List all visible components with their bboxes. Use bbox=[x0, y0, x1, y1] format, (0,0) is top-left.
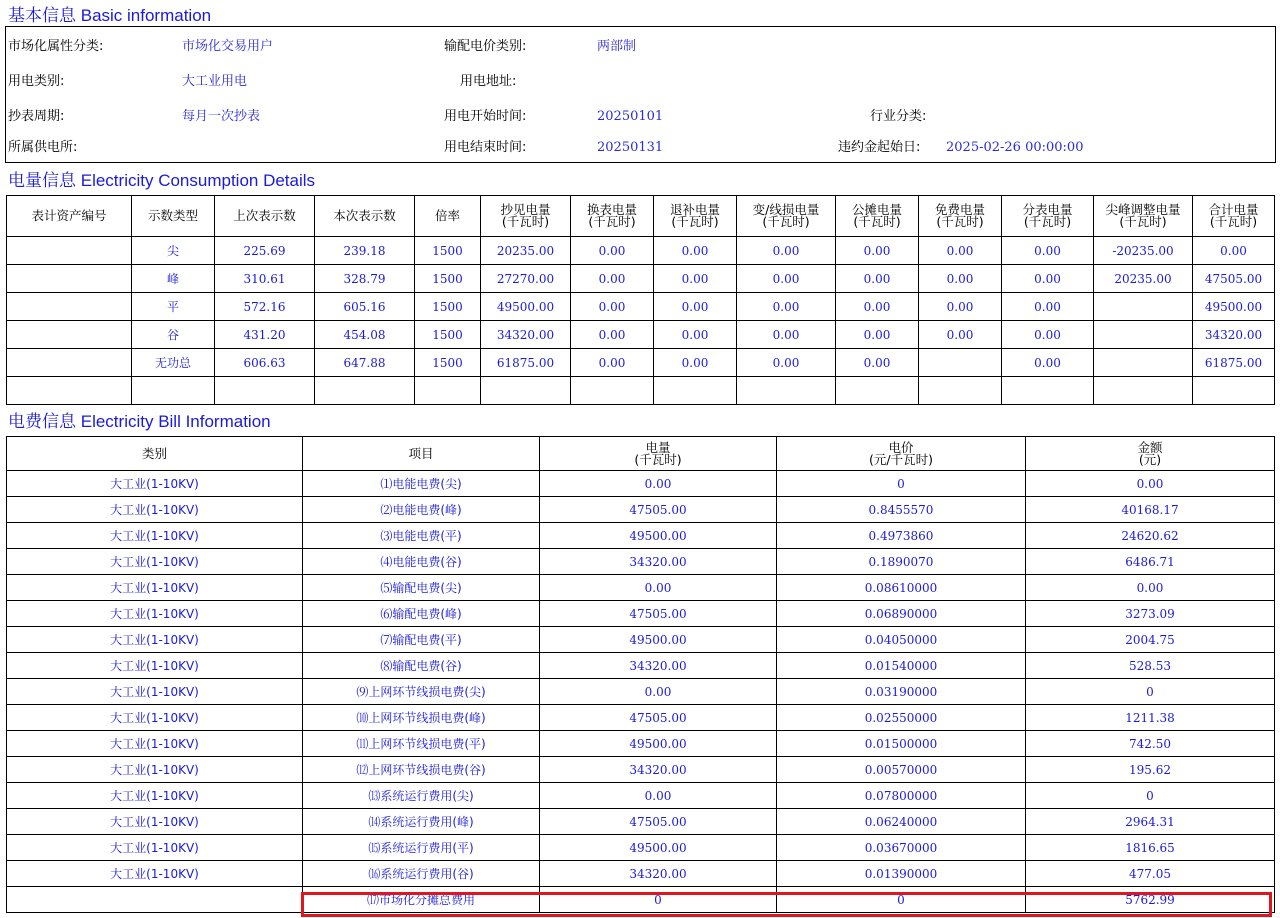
consumption-cell: 61875.00 bbox=[1193, 349, 1275, 377]
bill-header-text: 金额 bbox=[1137, 439, 1163, 455]
bill-cell: 0.03670000 bbox=[777, 835, 1026, 861]
consumption-cell bbox=[7, 237, 132, 265]
bill-cell: 0.4973860 bbox=[777, 523, 1026, 549]
start-time-value: 20250101 bbox=[597, 109, 664, 124]
bill-cell: ⑻输配电费(谷) bbox=[303, 653, 540, 679]
consumption-header-text: (千瓦时) bbox=[1119, 214, 1167, 229]
consumption-cell: 1500 bbox=[415, 237, 481, 265]
consumption-cell: 0.00 bbox=[1193, 237, 1275, 265]
bill-header-2 bbox=[540, 437, 777, 471]
bill-header-text: (元/千瓦时) bbox=[869, 451, 933, 467]
bill-cell: 6486.71 bbox=[1026, 549, 1275, 575]
consumption-cell: 605.16 bbox=[315, 293, 415, 321]
consumption-cell: 572.16 bbox=[215, 293, 315, 321]
bill-cell: ⒀系统运行费用(尖) bbox=[303, 783, 540, 809]
bill-cell: 大工业(1-10KV) bbox=[7, 679, 303, 705]
table-row bbox=[7, 861, 1275, 887]
bill-cell: 477.05 bbox=[1026, 861, 1275, 887]
consumption-cell: 0.00 bbox=[737, 293, 836, 321]
table-row bbox=[7, 601, 1275, 627]
bill-cell: 49500.00 bbox=[540, 523, 777, 549]
consumption-cell: 225.69 bbox=[215, 237, 315, 265]
bill-cell: 大工业(1-10KV) bbox=[7, 705, 303, 731]
consumption-header-text: (千瓦时) bbox=[588, 214, 636, 229]
consumption-cell: 49500.00 bbox=[481, 293, 571, 321]
bill-cell: 大工业(1-10KV) bbox=[7, 731, 303, 757]
basic-info-title bbox=[8, 6, 211, 26]
bill-cell: 0.07800000 bbox=[777, 783, 1026, 809]
end-time-label: 用电结束时间: bbox=[444, 140, 527, 155]
bill-cell: 0.00 bbox=[1026, 471, 1275, 497]
consumption-cell: 无功总 bbox=[132, 349, 215, 377]
consumption-cell: 0.00 bbox=[737, 321, 836, 349]
table-row bbox=[7, 705, 1275, 731]
bill-cell: 5762.99 bbox=[1026, 887, 1275, 913]
bill-cell: 0.00570000 bbox=[777, 757, 1026, 783]
consumption-header-10 bbox=[919, 196, 1002, 237]
bill-cell: 34320.00 bbox=[540, 757, 777, 783]
bill-cell: 528.53 bbox=[1026, 653, 1275, 679]
bill-cell: ⑼上网环节线损电费(尖) bbox=[303, 679, 540, 705]
bill-cell: 2964.31 bbox=[1026, 809, 1275, 835]
consumption-cell: 平 bbox=[132, 293, 215, 321]
consumption-cell bbox=[7, 321, 132, 349]
consumption-cell: 0.00 bbox=[571, 349, 654, 377]
consumption-title-en: Electricity Consumption Details bbox=[80, 171, 316, 190]
bill-cell: 742.50 bbox=[1026, 731, 1275, 757]
bill-cell: 49500.00 bbox=[540, 835, 777, 861]
bill-cell: 大工业(1-10KV) bbox=[7, 861, 303, 887]
table-row bbox=[7, 293, 1275, 321]
station-label: 所属供电所: bbox=[8, 140, 78, 155]
industry-label: 行业分类: bbox=[870, 109, 927, 124]
consumption-cell bbox=[1094, 377, 1193, 405]
consumption-cell: 1500 bbox=[415, 321, 481, 349]
bill-cell: 0.01500000 bbox=[777, 731, 1026, 757]
consumption-header-6 bbox=[571, 196, 654, 237]
bill-header-text: 电量 bbox=[645, 439, 671, 455]
bill-cell: 0 bbox=[777, 471, 1026, 497]
bill-cell: 2004.75 bbox=[1026, 627, 1275, 653]
consumption-header-row bbox=[7, 196, 1275, 237]
table-row bbox=[7, 497, 1275, 523]
bill-cell: 34320.00 bbox=[540, 861, 777, 887]
bill-cell: ⑷电能电费(谷) bbox=[303, 549, 540, 575]
bill-header-text: 类别 bbox=[141, 445, 167, 461]
table-row bbox=[7, 679, 1275, 705]
table-row bbox=[7, 627, 1275, 653]
consumption-header-text: 退补电量 bbox=[669, 202, 720, 217]
bill-cell: 0.00 bbox=[540, 471, 777, 497]
consumption-cell bbox=[215, 377, 315, 405]
table-row bbox=[7, 887, 1275, 913]
consumption-cell: -20235.00 bbox=[1094, 237, 1193, 265]
bill-cell: ⑹输配电费(峰) bbox=[303, 601, 540, 627]
consumption-cell: 239.18 bbox=[315, 237, 415, 265]
end-time-value: 20250131 bbox=[597, 140, 664, 155]
consumption-header-7 bbox=[654, 196, 737, 237]
market-type-value: 市场化交易用户 bbox=[182, 39, 274, 54]
consumption-header-text: 倍率 bbox=[434, 208, 460, 223]
bill-cell: ⑴电能电费(尖) bbox=[303, 471, 540, 497]
consumption-header-3 bbox=[315, 196, 415, 237]
bill-header-0 bbox=[7, 437, 303, 471]
bill-cell: 大工业(1-10KV) bbox=[7, 575, 303, 601]
start-time-label: 用电开始时间: bbox=[444, 109, 527, 124]
consumption-header-text: 尖峰调整电量 bbox=[1105, 202, 1181, 217]
consumption-header-text: (千瓦时) bbox=[762, 214, 810, 229]
consumption-header-0 bbox=[7, 196, 132, 237]
consumption-cell: 0.00 bbox=[1002, 265, 1094, 293]
consumption-cell: 0.00 bbox=[836, 349, 919, 377]
consumption-header-text: (千瓦时) bbox=[671, 214, 719, 229]
consumption-cell: 0.00 bbox=[836, 265, 919, 293]
bill-cell: 40168.17 bbox=[1026, 497, 1275, 523]
consumption-cell bbox=[1094, 321, 1193, 349]
consumption-cell bbox=[737, 377, 836, 405]
consumption-cell bbox=[7, 293, 132, 321]
table-row bbox=[7, 265, 1275, 293]
consumption-cell: 0.00 bbox=[1002, 293, 1094, 321]
consumption-header-text: 公摊电量 bbox=[851, 202, 902, 217]
bill-header-text: 电价 bbox=[888, 439, 914, 455]
consumption-header-12 bbox=[1094, 196, 1193, 237]
consumption-cell: 647.88 bbox=[315, 349, 415, 377]
table-row bbox=[7, 783, 1275, 809]
table-row bbox=[7, 809, 1275, 835]
usage-type-value: 大工业用电 bbox=[182, 74, 248, 89]
consumption-cell: 34320.00 bbox=[1193, 321, 1275, 349]
consumption-cell bbox=[919, 377, 1002, 405]
bill-cell: 3273.09 bbox=[1026, 601, 1275, 627]
consumption-cell: 0.00 bbox=[836, 321, 919, 349]
bill-cell: 大工业(1-10KV) bbox=[7, 653, 303, 679]
bill-header-text: 项目 bbox=[408, 445, 434, 461]
bill-cell: 大工业(1-10KV) bbox=[7, 497, 303, 523]
consumption-cell: 0.00 bbox=[737, 237, 836, 265]
bill-cell: 0.1890070 bbox=[777, 549, 1026, 575]
market-type-label: 市场化属性分类: bbox=[8, 39, 104, 54]
table-row bbox=[7, 349, 1275, 377]
consumption-cell bbox=[571, 377, 654, 405]
bill-cell: 0.03190000 bbox=[777, 679, 1026, 705]
consumption-cell bbox=[654, 377, 737, 405]
table-row bbox=[7, 653, 1275, 679]
consumption-header-text: 抄见电量 bbox=[500, 202, 551, 217]
bill-table bbox=[6, 436, 1275, 913]
consumption-cell: 20235.00 bbox=[1094, 265, 1193, 293]
bill-cell: ⒄市场化分摊总费用 bbox=[303, 887, 540, 913]
consumption-header-text: (千瓦时) bbox=[1209, 214, 1258, 229]
bill-title-cn: 电费信息 bbox=[8, 412, 76, 432]
bill-cell: 1816.65 bbox=[1026, 835, 1275, 861]
consumption-cell: 606.63 bbox=[215, 349, 315, 377]
bill-cell: 0 bbox=[777, 887, 1026, 913]
consumption-cell: 0.00 bbox=[836, 237, 919, 265]
bill-cell: 0.06890000 bbox=[777, 601, 1026, 627]
consumption-header-5 bbox=[481, 196, 571, 237]
consumption-cell: 27270.00 bbox=[481, 265, 571, 293]
consumption-cell: 0.00 bbox=[571, 321, 654, 349]
consumption-header-text: 本次表示数 bbox=[333, 208, 396, 223]
consumption-header-text: 免费电量 bbox=[934, 202, 985, 217]
bill-cell: 0.08610000 bbox=[777, 575, 1026, 601]
table-row bbox=[7, 757, 1275, 783]
table-row bbox=[7, 377, 1275, 405]
consumption-title bbox=[8, 171, 315, 191]
table-row bbox=[7, 321, 1275, 349]
consumption-cell: 谷 bbox=[132, 321, 215, 349]
consumption-cell: 尖 bbox=[132, 237, 215, 265]
consumption-table bbox=[6, 195, 1275, 405]
bill-cell: 0.00 bbox=[540, 575, 777, 601]
bill-cell: 大工业(1-10KV) bbox=[7, 627, 303, 653]
bill-header-1 bbox=[303, 437, 540, 471]
bill-cell: ⑾上网环节线损电费(平) bbox=[303, 731, 540, 757]
consumption-cell: 0.00 bbox=[1002, 321, 1094, 349]
consumption-cell: 0.00 bbox=[737, 265, 836, 293]
consumption-cell bbox=[481, 377, 571, 405]
consumption-cell bbox=[919, 349, 1002, 377]
basic-info-title-cn: 基本信息 bbox=[8, 6, 76, 26]
consumption-header-text: (千瓦时) bbox=[1023, 214, 1072, 229]
bill-cell: 0.04050000 bbox=[777, 627, 1026, 653]
bill-cell: ⑵电能电费(峰) bbox=[303, 497, 540, 523]
consumption-header-8 bbox=[737, 196, 836, 237]
consumption-cell: 0.00 bbox=[654, 265, 737, 293]
consumption-cell bbox=[1094, 293, 1193, 321]
bill-cell: 大工业(1-10KV) bbox=[7, 835, 303, 861]
consumption-header-1 bbox=[132, 196, 215, 237]
consumption-cell: 0.00 bbox=[737, 349, 836, 377]
bill-cell: ⒁系统运行费用(峰) bbox=[303, 809, 540, 835]
consumption-header-text: 变/线损电量 bbox=[752, 202, 820, 217]
tariff-type-label: 输配电价类别: bbox=[444, 39, 527, 54]
consumption-cell: 47505.00 bbox=[1193, 265, 1275, 293]
consumption-cell: 1500 bbox=[415, 265, 481, 293]
consumption-cell: 34320.00 bbox=[481, 321, 571, 349]
bill-cell: 0.06240000 bbox=[777, 809, 1026, 835]
bill-cell: 47505.00 bbox=[540, 705, 777, 731]
bill-cell: 195.62 bbox=[1026, 757, 1275, 783]
table-row bbox=[7, 237, 1275, 265]
consumption-cell bbox=[415, 377, 481, 405]
consumption-cell: 454.08 bbox=[315, 321, 415, 349]
consumption-header-text: (千瓦时) bbox=[853, 214, 901, 229]
bill-cell: 0 bbox=[1026, 679, 1275, 705]
bill-cell: 0 bbox=[540, 887, 777, 913]
bill-cell: 34320.00 bbox=[540, 549, 777, 575]
consumption-cell: 20235.00 bbox=[481, 237, 571, 265]
penalty-date-label: 违约金起始日: bbox=[838, 140, 921, 155]
table-row bbox=[7, 835, 1275, 861]
consumption-cell: 0.00 bbox=[654, 321, 737, 349]
bill-cell: ⒂系统运行费用(平) bbox=[303, 835, 540, 861]
bill-cell: 大工业(1-10KV) bbox=[7, 523, 303, 549]
penalty-date-value: 2025-02-26 00:00:00 bbox=[946, 140, 1084, 155]
consumption-cell bbox=[1193, 377, 1275, 405]
table-row bbox=[7, 549, 1275, 575]
bill-cell: 大工业(1-10KV) bbox=[7, 549, 303, 575]
consumption-cell bbox=[1002, 377, 1094, 405]
consumption-cell: 0.00 bbox=[919, 293, 1002, 321]
bill-cell: 24620.62 bbox=[1026, 523, 1275, 549]
consumption-cell bbox=[132, 377, 215, 405]
consumption-cell: 1500 bbox=[415, 293, 481, 321]
consumption-cell: 0.00 bbox=[654, 349, 737, 377]
bill-header-4 bbox=[1026, 437, 1275, 471]
consumption-cell bbox=[1094, 349, 1193, 377]
consumption-cell: 61875.00 bbox=[481, 349, 571, 377]
bill-cell: 0.8455570 bbox=[777, 497, 1026, 523]
bill-header-text: (元) bbox=[1138, 451, 1162, 467]
bill-cell: 0.01390000 bbox=[777, 861, 1026, 887]
bill-header-3 bbox=[777, 437, 1026, 471]
bill-cell bbox=[7, 887, 303, 913]
consumption-cell bbox=[836, 377, 919, 405]
bill-cell: 0.01540000 bbox=[777, 653, 1026, 679]
consumption-cell bbox=[315, 377, 415, 405]
bill-title bbox=[8, 412, 271, 432]
consumption-header-text: (千瓦时) bbox=[501, 214, 550, 229]
consumption-cell: 0.00 bbox=[919, 321, 1002, 349]
consumption-cell: 0.00 bbox=[1002, 349, 1094, 377]
table-row bbox=[7, 575, 1275, 601]
bill-cell: 47505.00 bbox=[540, 601, 777, 627]
bill-cell: 大工业(1-10KV) bbox=[7, 471, 303, 497]
consumption-cell: 0.00 bbox=[836, 293, 919, 321]
consumption-header-9 bbox=[836, 196, 919, 237]
consumption-header-text: (千瓦时) bbox=[936, 214, 984, 229]
consumption-cell: 0.00 bbox=[919, 265, 1002, 293]
bill-title-en: Electricity Bill Information bbox=[80, 412, 271, 431]
consumption-cell bbox=[7, 349, 132, 377]
bill-cell: ⒃系统运行费用(谷) bbox=[303, 861, 540, 887]
consumption-cell: 0.00 bbox=[571, 265, 654, 293]
bill-cell: 49500.00 bbox=[540, 731, 777, 757]
basic-info-title-en: Basic information bbox=[80, 6, 212, 25]
consumption-cell: 310.61 bbox=[215, 265, 315, 293]
consumption-header-text: 表计资产编号 bbox=[31, 208, 107, 223]
table-row bbox=[7, 471, 1275, 497]
consumption-cell: 峰 bbox=[132, 265, 215, 293]
address-label: 用电地址: bbox=[460, 74, 517, 89]
consumption-cell: 0.00 bbox=[1002, 237, 1094, 265]
bill-cell: ⑿上网环节线损电费(谷) bbox=[303, 757, 540, 783]
bill-cell: 0.00 bbox=[540, 783, 777, 809]
tariff-type-value: 两部制 bbox=[597, 39, 637, 54]
bill-cell: 1211.38 bbox=[1026, 705, 1275, 731]
consumption-cell bbox=[7, 377, 132, 405]
bill-cell: 0 bbox=[1026, 783, 1275, 809]
consumption-cell bbox=[7, 265, 132, 293]
bill-cell: 0.00 bbox=[540, 679, 777, 705]
bill-cell: ⑶电能电费(平) bbox=[303, 523, 540, 549]
consumption-cell: 0.00 bbox=[571, 237, 654, 265]
table-row bbox=[7, 731, 1275, 757]
bill-cell: 49500.00 bbox=[540, 627, 777, 653]
bill-cell: 大工业(1-10KV) bbox=[7, 783, 303, 809]
bill-cell: 大工业(1-10KV) bbox=[7, 757, 303, 783]
consumption-header-text: 示数类型 bbox=[147, 208, 198, 223]
consumption-cell: 0.00 bbox=[654, 293, 737, 321]
consumption-cell: 49500.00 bbox=[1193, 293, 1275, 321]
consumption-cell: 431.20 bbox=[215, 321, 315, 349]
consumption-header-text: 上次表示数 bbox=[233, 208, 296, 223]
consumption-cell: 0.00 bbox=[654, 237, 737, 265]
bill-header-text: (千瓦时) bbox=[634, 451, 682, 467]
consumption-header-text: 换表电量 bbox=[586, 202, 637, 217]
consumption-header-11 bbox=[1002, 196, 1094, 237]
bill-cell: 34320.00 bbox=[540, 653, 777, 679]
bill-cell: ⑸输配电费(尖) bbox=[303, 575, 540, 601]
bill-cell: 0.00 bbox=[1026, 575, 1275, 601]
consumption-cell: 328.79 bbox=[315, 265, 415, 293]
consumption-header-text: 分表电量 bbox=[1022, 202, 1073, 217]
bill-cell: 0.02550000 bbox=[777, 705, 1026, 731]
bill-cell: 大工业(1-10KV) bbox=[7, 809, 303, 835]
meter-cycle-value: 每月一次抄表 bbox=[182, 109, 261, 124]
usage-type-label: 用电类别: bbox=[8, 74, 65, 89]
consumption-cell: 1500 bbox=[415, 349, 481, 377]
consumption-header-text: 合计电量 bbox=[1208, 202, 1259, 217]
bill-header-row bbox=[7, 437, 1275, 471]
consumption-header-13 bbox=[1193, 196, 1275, 237]
consumption-header-4 bbox=[415, 196, 481, 237]
bill-cell: 大工业(1-10KV) bbox=[7, 601, 303, 627]
bill-cell: ⑽上网环节线损电费(峰) bbox=[303, 705, 540, 731]
meter-cycle-label: 抄表周期: bbox=[8, 109, 65, 124]
bill-cell: 47505.00 bbox=[540, 497, 777, 523]
consumption-cell: 0.00 bbox=[571, 293, 654, 321]
basic-info-box bbox=[5, 26, 1276, 163]
consumption-header-2 bbox=[215, 196, 315, 237]
bill-cell: ⑺输配电费(平) bbox=[303, 627, 540, 653]
consumption-title-cn: 电量信息 bbox=[8, 171, 76, 191]
table-row bbox=[7, 523, 1275, 549]
bill-cell: 47505.00 bbox=[540, 809, 777, 835]
consumption-cell: 0.00 bbox=[919, 237, 1002, 265]
